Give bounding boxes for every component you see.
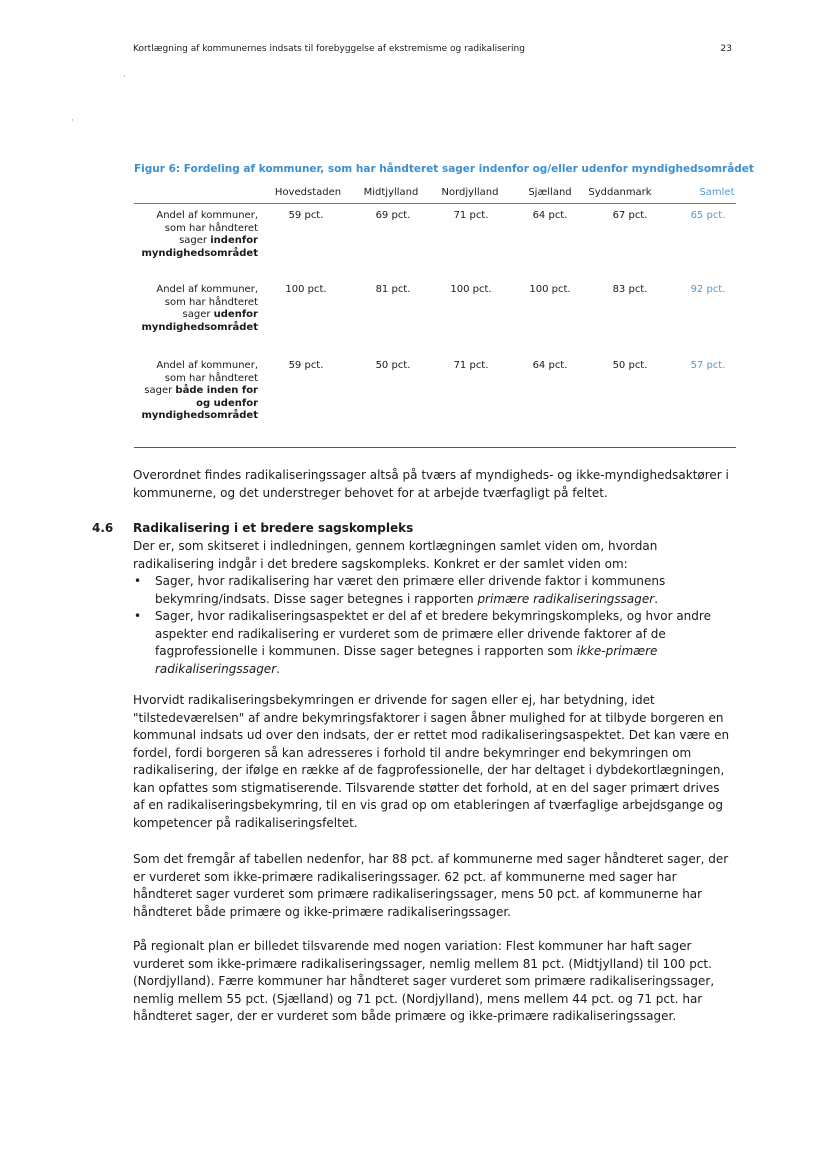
table-cell: 67 pct. — [612, 210, 648, 221]
table-cell: 64 pct. — [532, 360, 568, 371]
body-paragraph: Som det fremgår af tabellen nedenfor, har 88 pct. af kommunerne med sager håndteret sager, der er vurderet som ikke-primære radikaliseringssager. 62 pct. af kommunerne med sager har håndteret sager vurderet som primære radikaliseringssager, mens 50 pct. af kommunerne har håndteret både primære og ikke-primære radikaliseringssager. — [133, 852, 729, 919]
table-cell: 50 pct. — [612, 360, 648, 371]
scan-speck: · — [123, 72, 126, 82]
table-cell: 71 pct. — [453, 360, 489, 371]
row-label: Andel af kommuner, som har håndteret sager både inden for og udenfor myndighedsområdet — [141, 360, 258, 421]
table-cell: 83 pct. — [612, 284, 648, 295]
bullet-icon: • — [134, 574, 142, 588]
bullet-list — [133, 573, 733, 678]
body-paragraph: Hvorvidt radikaliseringsbekymringen er drivende for sagen eller ej, har betydning, idet "tilstedeværelsen" af andre bekymringsfaktorer i sagen åbner mulighed for at tilbyde borgeren en kommunal indsats ud over den indsats, der er rettet mod radikaliseringsaspektet. Det kan være en fordel, fordi borgeren så kan adresseres i forhold til andre bekymringer end bekymringen om radikalisering, der ifølge en række af de fagprofessionelle, der har deltaget i dybdekortlægningen, kan opfattes som stigmatiserende. Tilsvarende støtter det forhold, at en del sager primært drives af en radikaliseringsbekymring, til en vis grad op om etableringen af tværfaglige arbejdsgange og kompetencer på radikaliseringsfeltet. — [133, 693, 730, 830]
column-header-total: Samlet — [699, 187, 735, 198]
list-item: • Sager, hvor radikaliseringsaspektet er del af et bredere bekymringskompleks, og hvor andre aspekter end radikalisering er vurderet som de primære eller drivende faktorer af de fagprofessionelle i kommunen. Disse sager betegnes i rapporten som ikke-primære radikaliseringssager. — [134, 609, 711, 676]
figure-caption: Figur 6: Fordeling af kommuner, som har håndteret sager indenfor og/eller udenfor myndighedsområdet — [134, 163, 754, 175]
figure-table — [134, 183, 736, 421]
table-cell: 50 pct. — [375, 360, 411, 371]
table-cell: 59 pct. — [288, 210, 324, 221]
column-header: Hovedstaden — [274, 187, 342, 198]
column-header: Nordjylland — [441, 187, 499, 198]
table-bottom-rule — [134, 447, 736, 448]
table-cell-total: 65 pct. — [690, 210, 726, 221]
list-item: • Sager, hvor radikalisering har været den primære eller drivende faktor i kommunens bekymring/indsats. Disse sager betegnes i rapporten primære radikaliseringssager. — [134, 574, 666, 606]
section-number: 4.6 — [92, 521, 114, 535]
column-header: Midtjylland — [363, 187, 419, 198]
body-paragraph: Overordnet findes radikaliseringssager altså på tværs af myndigheds- og ikke-myndighedsaktører i kommunerne, og det understreger behovet for at arbejde tværfagligt på feltet. — [133, 468, 729, 500]
table-cell: 100 pct. — [529, 284, 571, 295]
row-label: Andel af kommuner, som har håndteret sager udenfor myndighedsområdet — [141, 284, 258, 333]
bullet-icon: • — [134, 609, 142, 623]
section-title: Radikalisering i et bredere sagskompleks — [133, 521, 414, 535]
running-header — [133, 44, 732, 54]
table-cell: 71 pct. — [453, 210, 489, 221]
table-cell-total: 57 pct. — [690, 360, 726, 371]
column-header: Sjælland — [528, 187, 572, 198]
column-header: Syddanmark — [588, 187, 652, 198]
scan-speck: · — [71, 116, 74, 126]
table-cell: 100 pct. — [450, 284, 492, 295]
table-cell: 69 pct. — [375, 210, 411, 221]
table-cell-total: 92 pct. — [690, 284, 726, 295]
header-title: Kortlægning af kommunernes indsats til forebyggelse af ekstremisme og radikalisering — [133, 44, 525, 54]
table-cell: 64 pct. — [532, 210, 568, 221]
row-label: Andel af kommuner, som har håndteret sager indenfor myndighedsområdet — [141, 210, 258, 259]
section-intro: Der er, som skitseret i indledningen, gennem kortlægningen samlet viden om, hvordan radikalisering indgår i det bredere sagskompleks. Konkret er der samlet viden om: — [133, 539, 658, 571]
table-cell: 100 pct. — [285, 284, 327, 295]
table-cell: 59 pct. — [288, 360, 324, 371]
table-cell: 81 pct. — [375, 284, 411, 295]
page-number: 23 — [720, 44, 732, 54]
body-paragraph: På regionalt plan er billedet tilsvarende med nogen variation: Flest kommuner har haft sager vurderet som ikke-primære radikaliseringssager, nemlig mellem 81 pct. (Midtjylland) til 100 pct. (Nordjylland). Færre kommuner har håndteret sager vurderet som primære radikaliseringssager, nemlig mellem 55 pct. (Sjælland) og 71 pct. (Nordjylland), mens mellem 44 pct. og 71 pct. har håndteret sager, der er vurderet som både primære og ikke-primære radikaliseringssager. — [133, 939, 715, 1023]
table-header — [134, 183, 736, 204]
